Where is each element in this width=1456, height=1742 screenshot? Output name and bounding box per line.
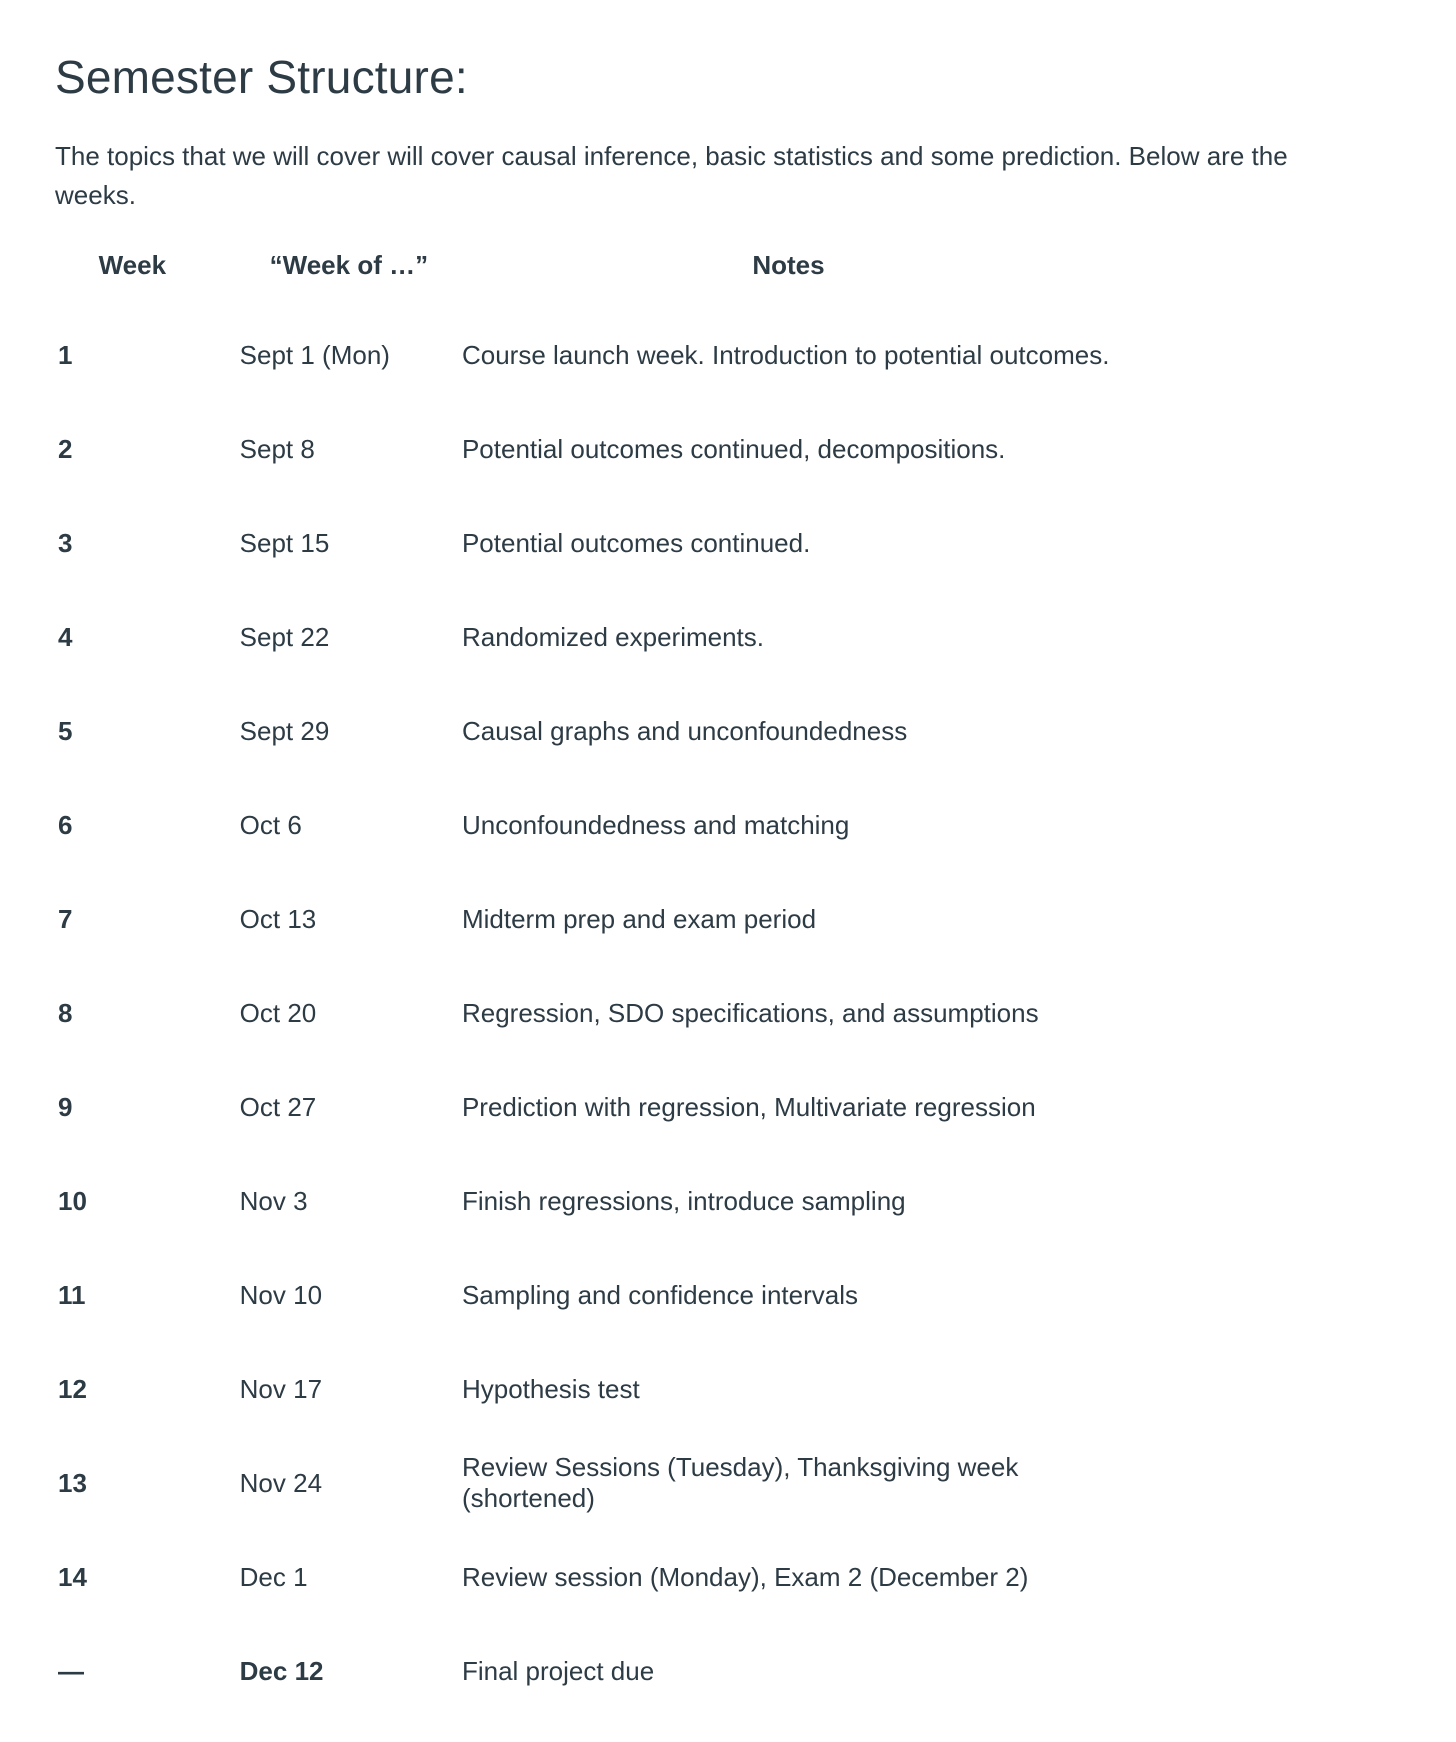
week-date: Oct 27	[239, 1091, 317, 1122]
page-title: Semester Structure:	[55, 51, 468, 103]
week-notes: Prediction with regression, Multivariate regression	[461, 1091, 1036, 1122]
week-notes: Course launch week. Introduction to potential outcomes.	[461, 339, 1110, 370]
schedule-table-header	[55, 250, 1115, 308]
week-number: 9	[58, 1091, 73, 1122]
week-number: 6	[58, 809, 73, 840]
week-date: Sept 15	[239, 527, 330, 558]
week-notes: Causal graphs and unconfoundedness	[461, 715, 908, 746]
week-number: 5	[58, 715, 73, 746]
week-number: 1	[58, 339, 73, 370]
week-number: 13	[58, 1467, 87, 1498]
week-date: Dec 1	[239, 1561, 308, 1592]
week-number: 3	[58, 527, 73, 558]
week-notes: Finish regressions, introduce sampling	[461, 1185, 906, 1216]
week-date: Sept 29	[239, 715, 330, 746]
week-notes: Unconfoundedness and matching	[461, 809, 850, 840]
week-number: 10	[58, 1185, 87, 1216]
week-date: Nov 10	[239, 1279, 323, 1310]
week-notes: Potential outcomes continued.	[461, 527, 811, 558]
table-row	[55, 496, 1115, 590]
week-notes: Sampling and confidence intervals	[461, 1279, 858, 1310]
week-date: Nov 24	[239, 1467, 323, 1498]
week-number: —	[58, 1655, 84, 1686]
table-row	[55, 1342, 1115, 1436]
week-notes: Hypothesis test	[461, 1373, 640, 1404]
week-number: 7	[58, 903, 73, 934]
week-date: Oct 6	[239, 809, 302, 840]
table-row	[55, 966, 1115, 1060]
header-week: Week	[98, 250, 167, 280]
table-row	[55, 778, 1115, 872]
week-notes: Potential outcomes continued, decompositions.	[461, 433, 1006, 464]
table-row	[55, 402, 1115, 496]
week-date: Oct 13	[239, 903, 317, 934]
week-date: Nov 3	[239, 1185, 308, 1216]
table-row	[55, 590, 1115, 684]
table-row	[55, 1060, 1115, 1154]
week-notes: Regression, SDO specifications, and assumptions	[461, 997, 1039, 1028]
week-notes: Review Sessions (Tuesday), Thanksgiving week (shortened)	[461, 1452, 1019, 1513]
table-row	[55, 1248, 1115, 1342]
week-number: 4	[58, 621, 73, 652]
table-row	[55, 1624, 1115, 1718]
table-row	[55, 1530, 1115, 1624]
week-number: 8	[58, 997, 73, 1028]
table-row	[55, 308, 1115, 402]
table-row	[55, 872, 1115, 966]
intro-paragraph: The topics that we will cover will cover causal inference, basic statistics and some prediction. Below are the weeks.	[55, 141, 1288, 210]
header-notes: Notes	[752, 250, 825, 280]
table-row	[55, 1436, 1115, 1530]
table-row	[55, 1154, 1115, 1248]
week-number: 12	[58, 1373, 87, 1404]
week-date: Sept 8	[239, 433, 315, 464]
header-week-of: “Week of …”	[269, 250, 429, 280]
week-number: 2	[58, 433, 73, 464]
week-number: 14	[58, 1561, 87, 1592]
week-number: 11	[58, 1279, 86, 1310]
week-date: Nov 17	[239, 1373, 323, 1404]
week-notes: Midterm prep and exam period	[461, 903, 817, 934]
week-date: Sept 1 (Mon)	[239, 339, 390, 370]
week-notes: Randomized experiments.	[461, 621, 765, 652]
week-date: Oct 20	[239, 997, 317, 1028]
header-row	[55, 250, 1115, 308]
week-date: Dec 12	[239, 1655, 324, 1686]
week-date: Sept 22	[239, 621, 330, 652]
schedule-table	[55, 250, 1115, 1718]
schedule-table-body	[55, 308, 1115, 1718]
table-row	[55, 684, 1115, 778]
week-notes: Final project due	[461, 1655, 655, 1686]
week-notes: Review session (Monday), Exam 2 (December 2)	[461, 1561, 1029, 1592]
